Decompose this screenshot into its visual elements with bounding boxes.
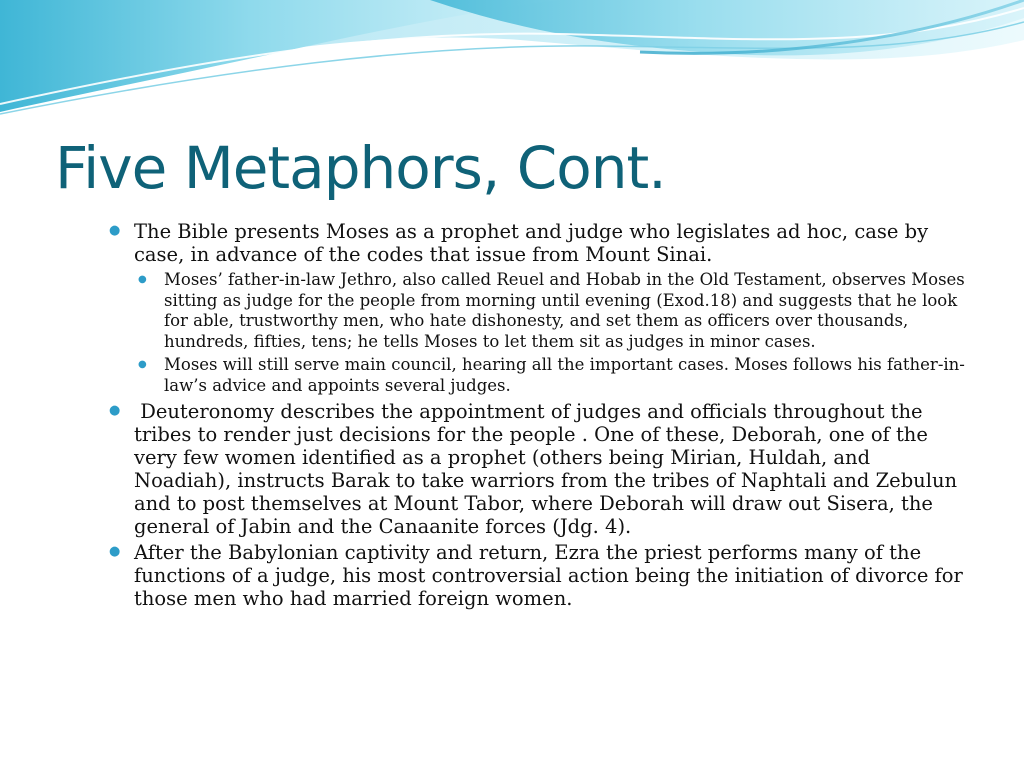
bullet-dot-icon: ● <box>109 544 121 559</box>
slide-title: Five Metaphors, Cont. <box>55 134 666 202</box>
bullet-dot-icon: ● <box>138 274 147 285</box>
sub-bullet-text: Moses will still serve main council, hearing all the important cases. Moses follows his father-in-law’s advice and appoints several judges. <box>164 355 965 395</box>
sub-bullet-item <box>136 355 972 396</box>
bullet-text: The Bible presents Moses as a prophet and judge who legislates ad hoc, case by case, in advance of the codes that issue from Mount Sinai. <box>134 220 929 266</box>
bullet-item <box>106 541 972 610</box>
content-body <box>106 220 972 613</box>
bullet-item <box>106 220 972 266</box>
sub-bullet-list <box>106 270 972 396</box>
bullet-text: After the Babylonian captivity and return, Ezra the priest performs many of the functions of a judge, his most controversial action being the initiation of divorce for those men who had married foreign women. <box>134 541 963 610</box>
bullet-item <box>106 400 972 538</box>
sub-bullet-text: Moses’ father-in-law Jethro, also called Reuel and Hobab in the Old Testament, observes Moses sitting as judge for the people from morning until evening (Exod.18) and suggests that he look for able, trustworthy men, who hate dishonesty, and set them as officers over thousands, hundreds, fifties, tens; he tells Moses to let them sit as judges in minor cases. <box>164 270 965 351</box>
sub-bullet-item <box>136 270 972 352</box>
bullet-dot-icon: ● <box>109 403 121 418</box>
bullet-dot-icon: ● <box>109 223 121 238</box>
wave-banner-icon <box>0 0 1024 120</box>
bullet-dot-icon: ● <box>138 359 147 370</box>
bullet-text: Deuteronomy describes the appointment of judges and officials throughout the tribes to render just decisions for the people . One of these, Deborah, one of the very few women identified as a prophet (others being Mirian, Huldah, and Noadiah), instructs Barak to take warriors from the tribes of Naphtali and Zebulun and to post themselves at Mount Tabor, where Deborah will draw out Sisera, the general of Jabin and the Canaanite forces (Jdg. 4). <box>134 400 964 538</box>
